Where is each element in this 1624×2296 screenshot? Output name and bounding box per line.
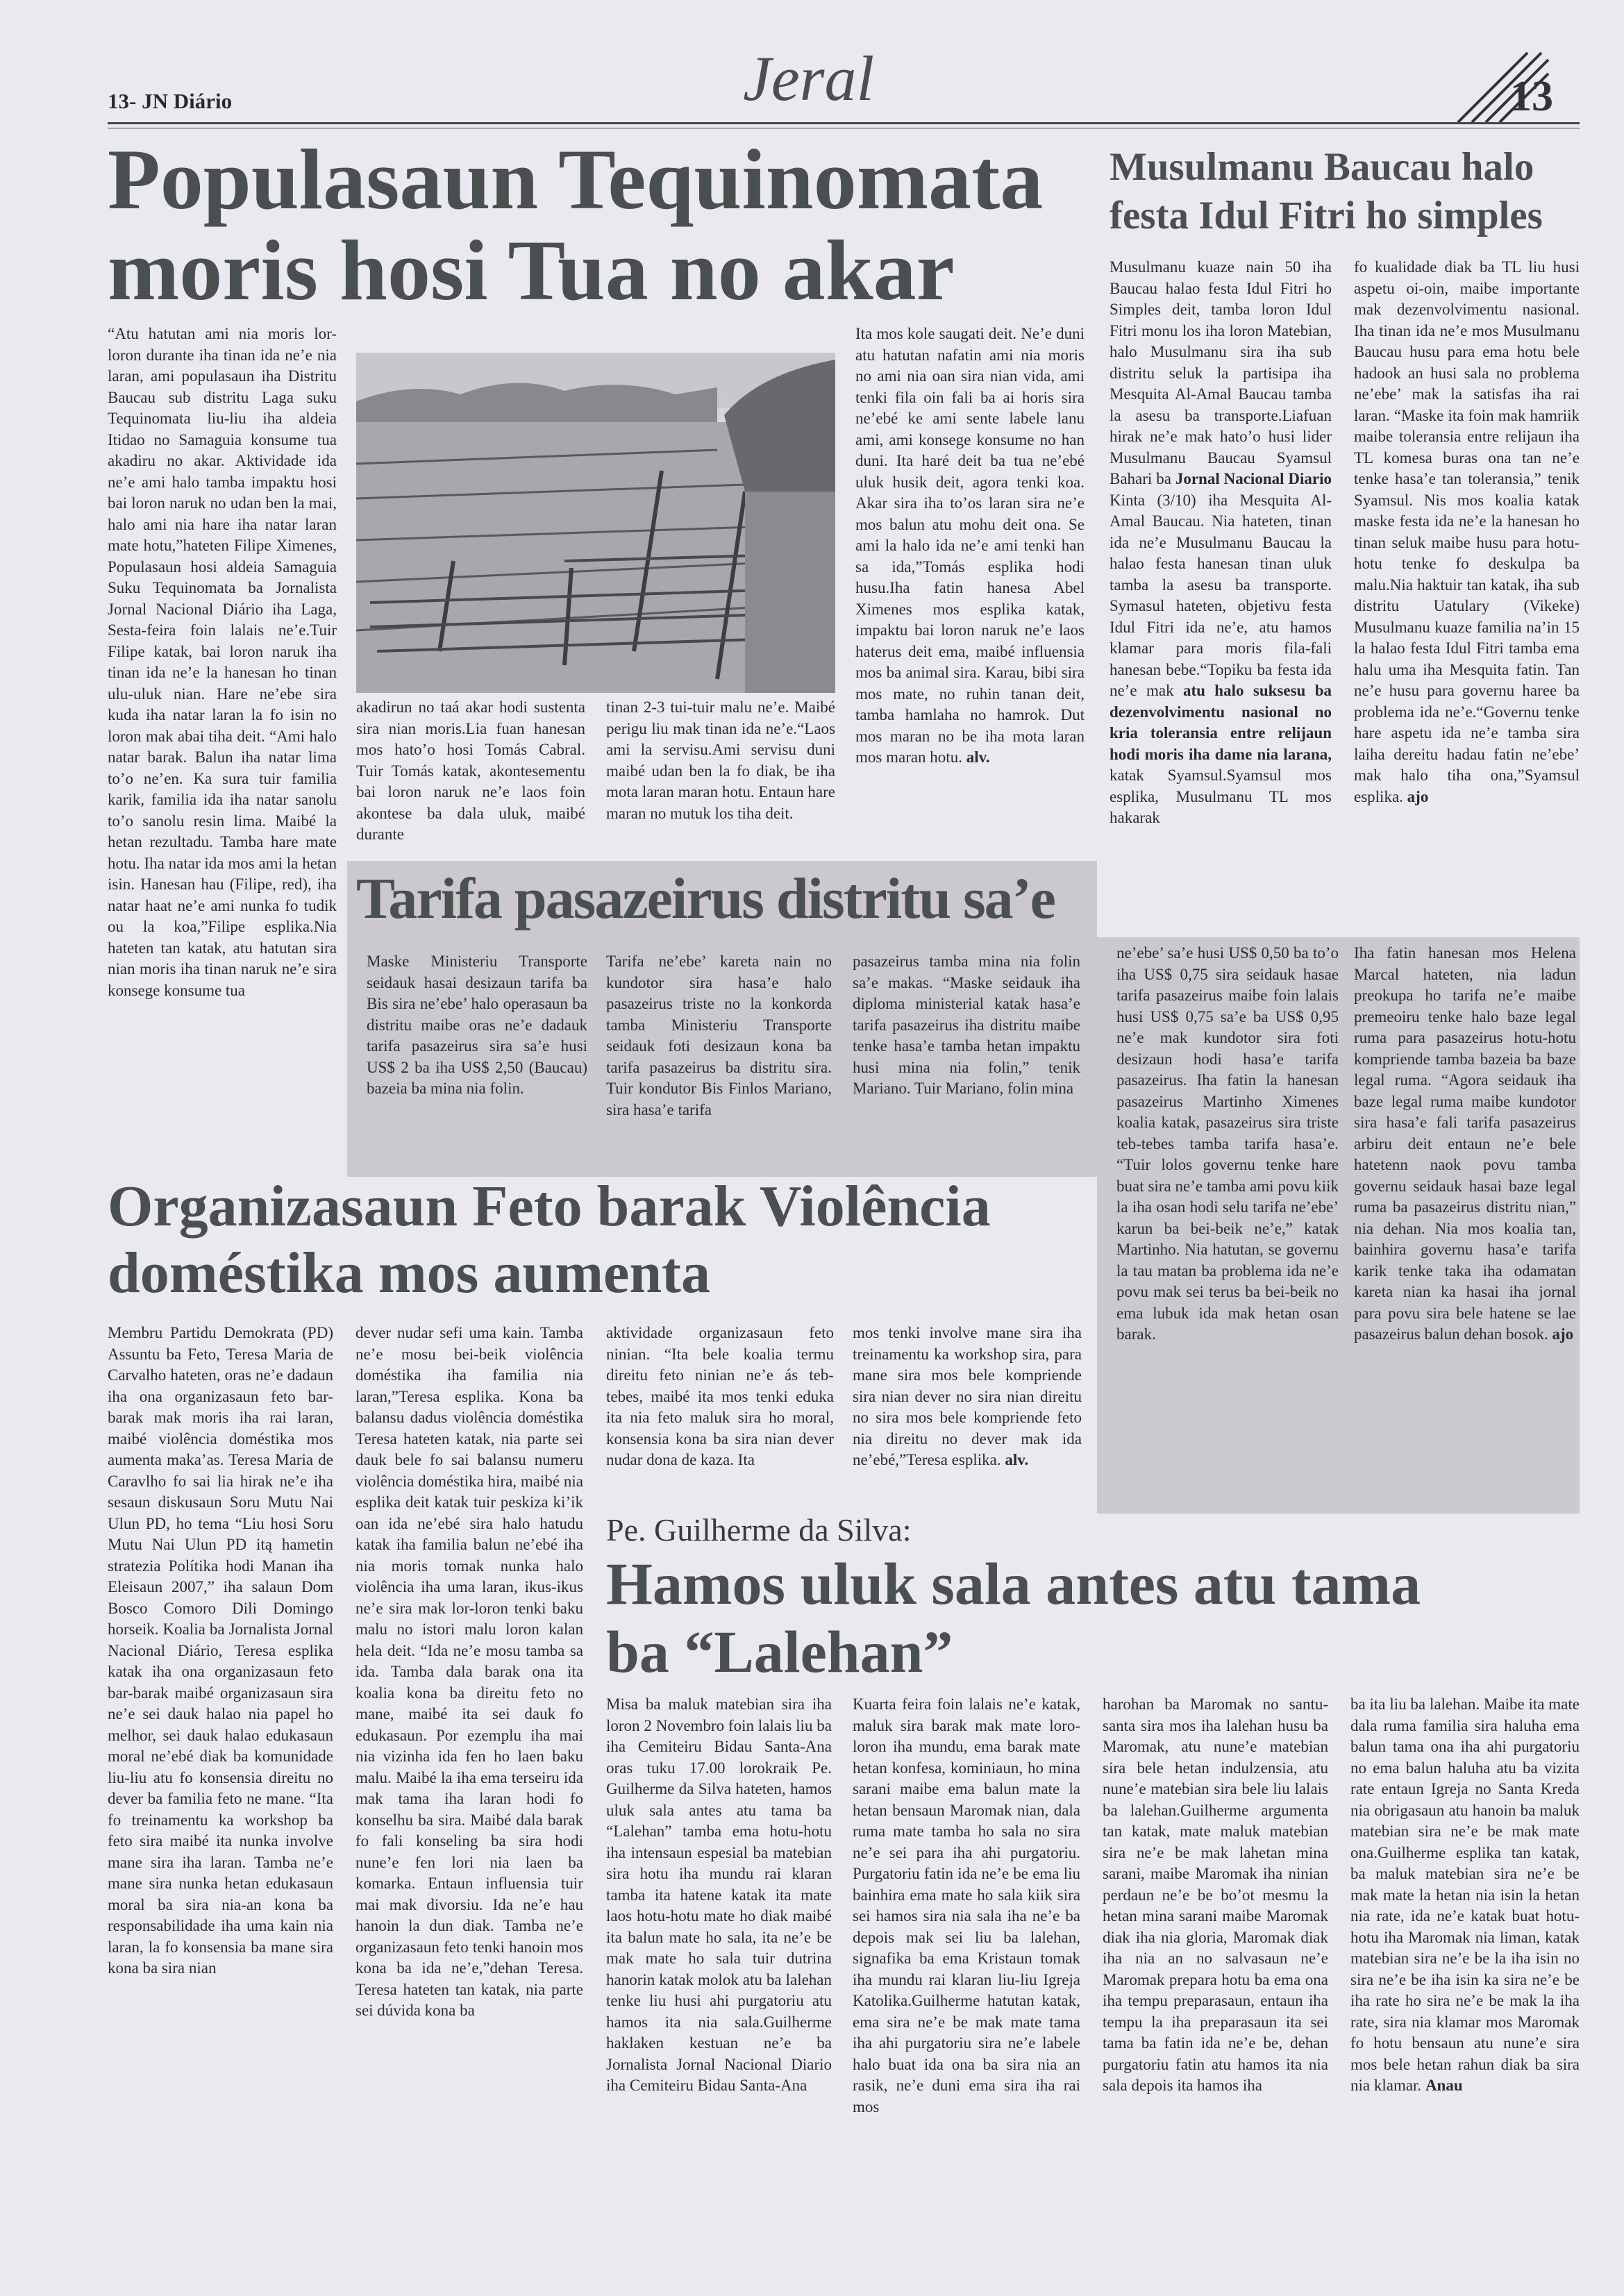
article4-headline [108, 1173, 1094, 1307]
article1-headline-line1: Populasaun Tequinomata [108, 132, 1044, 227]
article4-col3: aktividade organizasaun feto ninian. “Ita bele koalia termu direitu feto ninian ne’e ás teb-tebes, maibé ita mos tenki eduka ita nia feto maluk sira ho moral, konsensia kona ba sira nian dever nudar dona de kaza. Ita [606, 1324, 834, 1468]
article5-kicker: Pe. Guilherme da Silva: [606, 1512, 912, 1548]
article2-col1-text-c: katak Syamsul.Syamsul mos esplika, Musulmanu TL mos hakarak [1110, 766, 1332, 826]
article5-headline-line1: Hamos uluk sala antes atu tama [606, 1550, 1421, 1617]
article5-col4 [1350, 1694, 1580, 2208]
article4-col4 [853, 1323, 1082, 1514]
article4-col1: Membru Partidu Demokrata (PD) Assuntu ba Feto, Teresa Maria de Carvalho hateten, oras ne’e dadaun iha ona organizasaun feto bar-barak mak moris iha rai laran, maibé violência doméstika mos aumenta maka’as. Teresa Maria de Caravlho fo sai lia hirak ne’e iha sesaun diskusaun Soru Mutu Nai Ulun PD, ho tema “Liu hosi Soru Mutu Nai Ulun PD itą hametin strateziа Polítika hodi Manan iha Eleisaun 2007,” iha salaun Dom Bosco Comoro Dili Domingo horseik. Koalia ba Jornalista Jornal Nacional Diário, Teresa esplika katak iha ona organizasaun feto bar-barak maibé organizasaun sira ne’e sei dauk halao nia papel ho melhor, sei dauk halao edukasaun moral ne’ebé diak ba komunidade liu-liu atu fo konsensia direitu no dever ba familia feto ne mane. “Ita fo treinamentu ka workshop ba feto sira maibé ita nunka involve mane sira iha laran. Tamba ne’e mane sira nunka hetan edukasaun moral ba sira nia-an kona ba responsabilidade iha uma kain nia laran, la fo konsensia ba mane sira kona ba sira nian [108, 1324, 333, 1977]
article2-jnd: Jornal Nacional Diario [1175, 470, 1332, 487]
page-number: 13 [1510, 73, 1553, 120]
article5-signoff: Anau [1425, 2077, 1463, 2094]
article2-col1 [1110, 257, 1332, 923]
header-rule [108, 122, 1580, 124]
article1-col4 [855, 324, 1085, 858]
article1-col1: “Atu hatutan ami nia moris lor-loron durante iha tinan ida ne’e nia laran, ami populasaun iha Distritu Baucau sub distritu Laga suku Tequinomata liu-liu iha aldeia Itidao no Samaguia konsume tua akadiru no akar. Aktividade ida ne’e ami halo tamba impaktu hosi bai loron naruk no udan ben la mai, halo ami nia hare iha natar laran mate hotu,”hateten Filipe Ximenes, Populasaun hosi aldeia Samaguia Suku Tequinomata ba Jornalista Jornal Nacional Diário iha Laga, Sesta-feira foin lalais ne’e.Tuir Filipe katak, bai loron naruk iha tinan ida ne’e la hanesan ho tinan ulu-uluk nian. Hare ne’ebe sira kuda iha natar laran la fo isin no loron mak abai tiha deit. “Ami halo natar barak. Balun iha natar lima to’o ne’en. Ka sura tuir familia karik, familia ida iha natar sanolu to’o sanolu resin lima. Maibé la hetan rezultadu. Tamba hare mate hotu. Iha natar ida mos ami la hetan isin. Hanesan hau (Filipe, red), iha natar haat ne’e ami nunka fo tudik ou la koa,”Filipe esplika.Nia hateten tan katak, atu hatutan sira nian moris iha tinan naruk ne’e sira konsege konsume tua [108, 325, 337, 999]
article5-col2: Kuarta feira foin lalais ne’e katak, maluk sira barak mak mate loro-loron iha mundu, ema barak mate hetan konfesa, kominiaun, ho mina sarani maibe ema balun mate la hetan bensaun Maromak nian, dala ruma mate tamba ho sala no sira ne’e sei para iha ahi purgatoriu. Purgatoriu fatin ida ne’e be ema liu bainhira ema mate ho sala kiik sira sei hamos sira nia sala iha ne’e ba depois mak sei liu ba lalehan, signafika ba ema Kristaun tomak iha mundu rai klaran liu-liu Igreja Katolika.Guilherme hatutan katak, ema sira ne’e be mak mate tama iha ahi purgatoriu sira ne’e labele halo buat ida ona ba sira nia an rasik, ne’e duni ema sira iha rai mos [853, 1695, 1080, 2115]
article2-headline-line2: festa Idul Fitri ho simples [1110, 194, 1543, 237]
article3-col5 [1354, 943, 1576, 1502]
article2-col2 [1354, 257, 1580, 923]
article4-col2: dever nudar sefi uma kain. Tamba ne’e mosu bei-beik violência doméstika iha familia nia laran,”Teresa esplika. Kona ba balansu dadus violência doméstika Teresa hateten katak, nia parte sei dauk bele fo sai balansu numeru violência doméstika hira, maibé nia esplika deit katak tuir peskiza ki’ik oan ida ne’ebé sira halo hatudu katak iha familia balun ne’ebé iha nia moris tomak nunka halo violência iha uma laran, ikus-ikus ne’e sira mak lor-loron tenki baku malu no istori malu loron kalan hela deit. “Ida ne’e mosu tamba sa ida. Tamba dala barak ona ita koalia kona ba direitu feto no mane, maibé ita sei dauk fo edukasaun. Por ezemplu iha mai nia vizinha ida fen ho laen baku malu. Maibé la iha ema terseiru ida mak tama iha laran hodi fo konselhu ba sira. Maibé dala barak fo fali konseling ba sira hodi nune’e fen lori nia laen ba komarka. Entaun influensia tuir mai mak divorsiu. Ida ne’e hau hanoin la dun diak. Tamba ne’e organizasaun feto tenki hanoin mos kona ba ida ne’e,”dehan Teresa. Teresa hateten tan katak, nia parte sei dúvida kona ba [355, 1324, 583, 2019]
article2-col1-text-a: Musulmanu kuaze nain 50 iha Baucau halao festa Idul Fitri ho Simples deit, tamba loron Idul Fitri monu los iha loron Matebian, halo Musulmanu sira iha sub distritu seluk la partisipa iha Mesquita Al-Amal Baucau tamba la asesu ba transporte.Liafuan hirak ne’e mak hato’o husi lider Musulmanu Baucau Syamsul Bahari ba [1110, 258, 1332, 487]
article3-col5-text: Iha fatin hanesan mos Helena Marcal hateten, nia ladun preokupa ho tarifa ne’e maibe premeoiru tenke halo baze legal ruma para pasazeirus hotu-hotu kompriende tamba bazeia ba baze legal ruma. “Agora seidauk iha baze legal ruma maibe kundotor sira hasa’e fali tarifa pasazeirus arbiru deit entaun ne’e bele hatetenn naok povu tamba governu seidauk hasai baze legal ruma ba pasazeirus distritu nian,” nia dehan. Nia mos koalia tan, bainhira governu hasa’e tarifa karik tenke taka iha odamatan kareta nian ka hasai iha jornal para povu sira bele hatene se lae pasazeirus balun dehan bosok. [1354, 944, 1576, 1343]
article2-col2-text: fo kualidade diak ba TL liu husi aspetu oi-oin, maibe importante mak dezenvolvimentu nasional. Iha tinan ida ne’e mos Musulmanu Baucau husu para ema hotu bele hadook an husi sala no problema ne’ebe’ mak la satisfas iha rai laran. “Maske ita foin mak hamriik maibe toleransia entre relijaun iha TL komesa buras ona tan ne’e tenke hasa’e tan toleransia,” tenik Syamsul. Nis mos koalia katak maske festa ida ne’e la hanesan ho tinan seluk maibe husu para hotu-hotu tenke fo deskulpa ba malu.Nia haktuir tan katak, iha sub distritu Uatulary (Vikeke) Musulmanu kuaze familia na’in 15 la halao festa Idul Fitri tamba ema halu uma iha Mesquita fatin. Tan ne’e husu para governu haree ba problema ida ne’e.“Governu tenke hare aspetu ida ne’e tamba sira laiha dereitu hadau fatin ne’ebe’ mak halo tiha ona,”Syamsul esplika. [1354, 258, 1580, 805]
article2-headline-line1: Musulmanu Baucau halo [1110, 145, 1534, 189]
article1-col4-text: Ita mos kole saugati deit. Ne’e duni atu hatutan nafatin ami nia moris no ami nia oan sira nian vida, ami tenki fila oin fali ba ai horis sira ne’ebé ke ami sente labele lanu ami, ami konsege konsume no han duni. Ita haré deit ba tua ne’ebé uluk husik deit, agora tenki koa. Akar sira iha to’os laran sira ne’e mos balun atu mohu deit ona. Se ami la halo ida ne’e ami tenki han sa ida,”Tomás esplika hodi husu.Iha fatin hanesa Abel Ximenes mos esplika katak, impaktu bai loron naruk ne’e laos haterus deit ema, maibé influensia mos ba animal sira. Karau, bibi sira mos mate, no ruhin tanan deit, tamba hamlaha no hamrok. Dut mos maran no be iha mota laran mos maran hotu. [855, 325, 1085, 766]
article1-headline-line2: moris hosi Tua no akar [108, 223, 955, 318]
article5-headline [606, 1550, 1585, 1686]
article3-col1: Maske Ministeriu Transporte seidauk hasai desizaun tarifa ba Bis sira ne’ebe’ halo operasaun ba distritu maibe oras ne’e dadauk tarifa pasazeirus sira sa’e husi US$ 2 ba iha US$ 2,50 (Baucau) bazeia ba mina nia folin. [367, 953, 587, 1097]
article1-col3: tinan 2-3 tui-tuir malu ne’e. Maibé perigu liu mak tinan ida ne’e.“Laos ami la servisu.Ami servisu duni maibé udan ben la fo diak, be iha mota laran maran hotu. Entaun hare maran no mutuk los tiha deit. [606, 698, 835, 822]
rice-field-photo [356, 353, 835, 693]
article2-headline [1110, 143, 1582, 240]
article1-headline [108, 132, 1080, 318]
article4-col4-text: mos tenki involve mane sira iha treinamentu ka workshop sira, para mane sira mos bele kompriende sira nian dever no sira nian direitu no sira mos bele kompriende feto nia direitu no dever mak ida ne’ebé,”Teresa esplika. [853, 1324, 1082, 1468]
article2-quote: atu halo suksesu ba dezenvolvimentu nasional no kria toleransia entre relijaun hodi moris iha dame nia larana, [1110, 682, 1332, 763]
article3-col2: Tarifa ne’ebe’ kareta nain no kundotor sira hasa’e halo pasazeirus triste no la konkorda tamba Ministeriu Transporte seidauk foti desizaun kona ba tarifa pasazeirus ba distritu sira. Tuir kondutor Bis Finlos Mariano, sira hasa’e tarifa [606, 953, 832, 1118]
article5-col3: harohan ba Maromak no santu-santa sira mos iha lalehan husu ba Maromak, atu nune’e matebian sira bele hetan indulzensia, atu nune’e matebian sira bele liu lalais ba lalehan.Guilherme argumenta tan katak, mate maluk matebian sira ne’e be mak lahetan mina sarani, maibe Maromak iha ninian perdaun ne’e be bo’ot mesmu la hetan mina sarani maibe Maromak diak iha nia gloria, Maromak diak iha nia an no salvasaun ne’e Maromak prepara hotu ba ema ona iha tempu preparasaun, entaun iha tempu la iha preparasaun ita sei tama ba fatin ida ne’e be, dehan purgatoriu fatin atu hamos ita nia sala depois ita hamos iha [1103, 1695, 1328, 2094]
section-title: Jeral [743, 43, 875, 114]
article4-signoff: alv. [1005, 1451, 1029, 1468]
article1-col2: akadirun no taá akar hodi sustenta sira nian moris.Lia fuan hanesan mos hato’o hosi Tomás Cabral. Tuir Tomás katak, akontesementu bai loron naruk ne’e laos foin akontese ba dala uluk, maibé durante [356, 698, 585, 843]
article4-headline-line1: Organizasaun Feto barak Violência [108, 1174, 991, 1239]
article5-headline-line2: ba “Lalehan” [606, 1618, 953, 1685]
article4-headline-line2: doméstika mos aumenta [108, 1241, 711, 1305]
article5-col1: Misa ba maluk matebian sira iha loron 2 Novembro foin lalais liu ba iha Cemiteiru Bidau Santa-Ana oras tuku 17.00 lorokraik Pe. Guilherme da Silva hateten, hamos uluk sala antes atu tama ba “Lalehan” tamba ema hotu-hotu iha intensaun espesial ba matebian sira hotu iha mundu rai klaran tamba ita hatene katak ita mate laos hotu-hotu mate ho diak maibé ita balun mate ho sala, ita ne’e be mak mate ho sala tuir dutrina hanorin katak molok atu ba lalehan tenke liu husi ahi purgatoriu atu hamos ita nia sala.Guilherme haklaken kestuan ne’e ba Jornalista Jornal Nacional Diario iha Cemiteiru Bidau Santa-Ana [606, 1695, 832, 2094]
article3-col3: pasazeirus tamba mina nia folin sa’e makas. “Maske seidauk iha diploma ministerial katak hasa’e tarifa pasazeirus iha distritu maibe tenke hasa’e tamba hetan impaktu husi mina nia folin,” tenik Mariano. Tuir Mariano, folin mina [853, 953, 1080, 1097]
page-label: 13- JN Diário [108, 89, 233, 113]
article2-col1-text-b: Kinta (3/10) iha Mesquita Al-Amal Baucau. Nia hateten, tinan ida ne’e Musulmanu Baucau la halao festa hanesan tinan uluk tamba la asesu ba transporte. Symasul hateten, objetivu festa Idul Fitri ida ne’e, atu hamos klamar para moris fila-fali hanesan bebe.“Topiku ba festa ida ne’e mak [1110, 491, 1332, 699]
article3-headline: Tarifa pasazeirus distritu sa’e [356, 866, 1055, 931]
article2-signoff: ajo [1407, 787, 1429, 805]
article5-col4-text: ba ita liu ba lalehan. Maibe ita mate dala ruma familia sira haluha ema balun tama ona iha ahi purgatoriu no ema balun haluha atu ba vizita rate entaun Igreja no Santa Kreda nia obrigasaun atu hanoin ba maluk matebian sira ne’e be mak mate ona.Guilherme esplika tan katak, ba maluk matebian sira ne’e be mak mate la hetan nia isin la hetan nia rate, ida ne’e katak buat hotu-hotu iha Maromak nia liman, katak matebian sira ne’e be la iha isin no sira ne’e be iha isin ka sira ne’e be iha rate ho sira ne’e be mak la iha rate, sira nia klamar mos Maromak fo hotu bensaun atu nune’e sira mos bele hetan rahun diak ba sira nia klamar. [1350, 1695, 1580, 2094]
article3-col4: ne’ebe’ sa’e husi US$ 0,50 ba to’o iha US$ 0,75 sira seidauk hasae tarifa pasazeirus maibe foin lalais husi US$ 0,75 sa’e ba US$ 0,95 ne’e mak kundotor sira foti desizaun hodi hasa’e tarifa pasazeirus. Iha fatin la hanesan pasazeirus Martinho Ximenes koalia katak, pasazeirus sira triste teb-tebes tamba tarifa hasa’e. “Tuir lolos governu tenke hare buat sira ne’e tamba ami povu kiik la iha osan hodi selu tarifa ne’ebe’ karun ba bei-beik ne’e,” katak Martinho. Nia hatutan, se governu la tau matan ba problema ida ne’e povu mak sei terus ba bei-beik no ema lubuk ida mak hetan osan barak. [1116, 944, 1339, 1343]
article3-signoff: ajo [1552, 1325, 1574, 1343]
article1-signoff: alv. [966, 748, 990, 766]
